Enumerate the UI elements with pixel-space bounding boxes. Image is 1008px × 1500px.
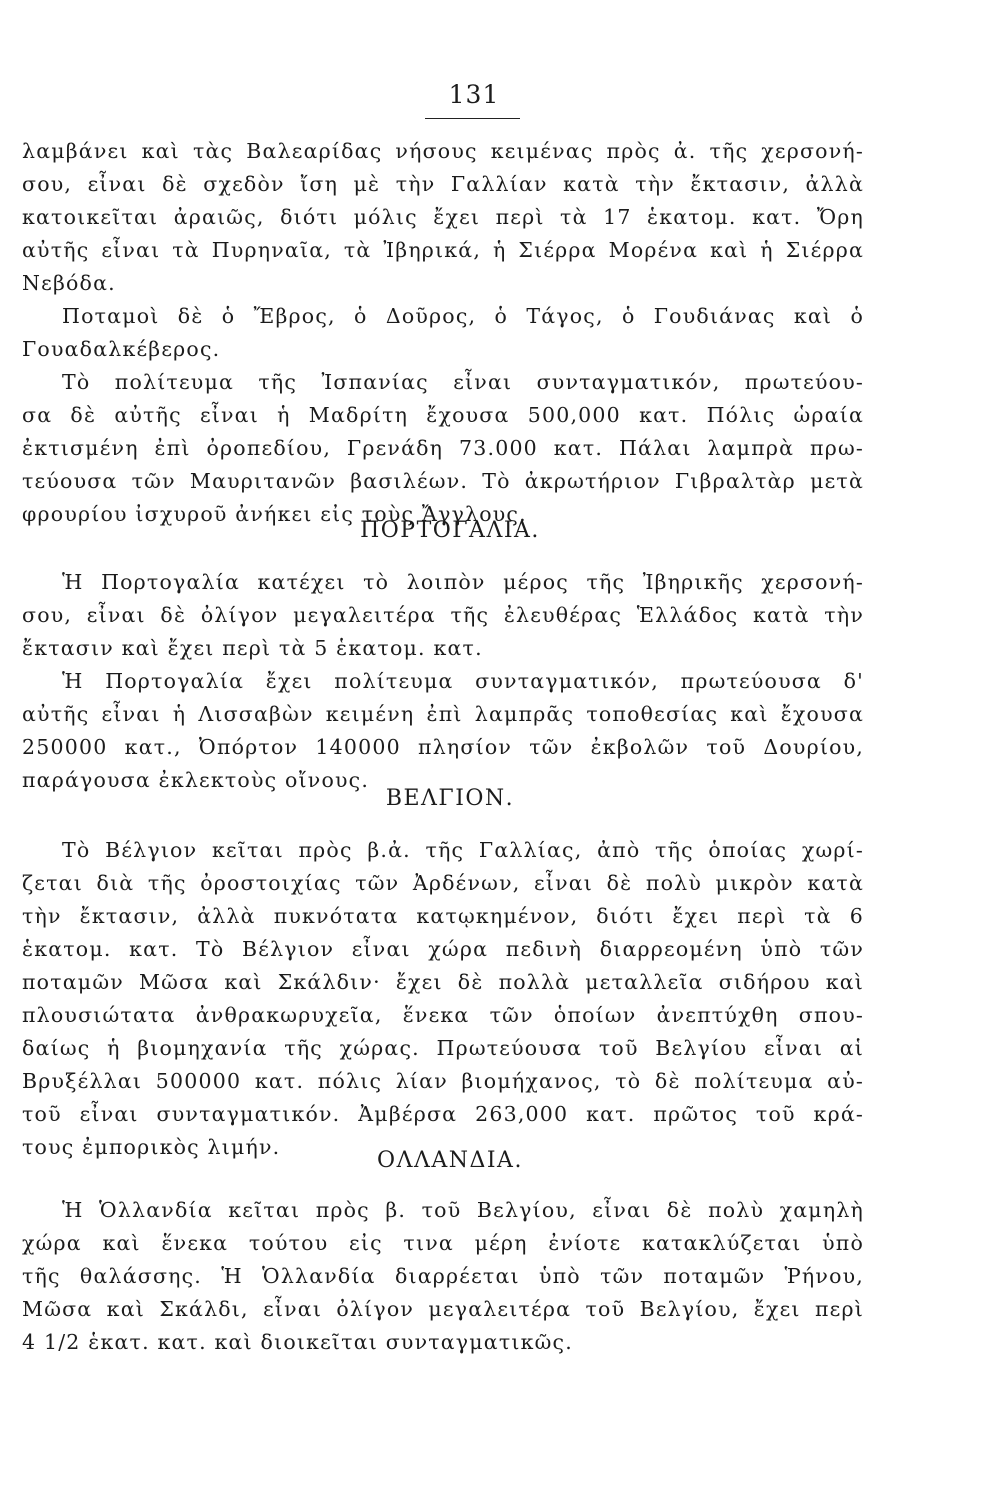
text-line: τῆς θαλάσσης. Ἡ Ὁλλανδία διαρρέεται ὑπὸ τῶν ποταμῶν Ῥήνου,: [22, 1264, 864, 1288]
text-line: φρουρίου ἰσχυροῦ ἀνήκει εἰς τοὺς Ἄγγλους.: [22, 502, 527, 526]
text-line: Νεβόδα.: [22, 271, 116, 295]
text-line: δαίως ἡ βιομηχανία τῆς χώρας. Πρωτεύουσα τοῦ Βελγίου εἶναι αἱ: [22, 1036, 864, 1060]
text-line: χώρα καὶ ἕνεκα τούτου εἰς τινα μέρη ἐνίοτε κατακλύζεται ὑπὸ: [22, 1231, 864, 1255]
text-line: πλουσιώτατα ἀνθρακωρυχεῖα, ἕνεκα τῶν ὁποίων ἀνεπτύχθη σπου-: [22, 1003, 864, 1027]
text-line: Γουαδαλκέβερος.: [22, 337, 221, 361]
portugal-section: [22, 566, 864, 797]
section-heading-portugal: ΠΟΡΤΟΓΑΛΙΑ.: [360, 518, 540, 543]
section-heading-belgium: ΒΕΛΓΙΟΝ.: [385, 786, 515, 811]
text-line: Ἡ Πορτογαλία κατέχει τὸ λοιπὸν μέρος τῆς Ἰβηρικῆς χερσονή-: [62, 570, 864, 594]
section-heading-netherlands: ΟΛΛΑΝΔΙΑ.: [377, 1148, 523, 1173]
text-line: 250000 κατ., Ὀπόρτον 140000 πλησίον τῶν ἐκβολῶν τοῦ Δουρίου,: [22, 735, 864, 759]
text-line: ἑκατομ. κατ. Τὸ Βέλγιον εἶναι χώρα πεδινὴ διαρρεομένη ὑπὸ τῶν: [22, 937, 864, 961]
text-line: αὐτῆς εἶναι ἡ Λισσαβὼν κειμένη ἐπὶ λαμπρᾶς τοποθεσίας καὶ ἔχουσα: [22, 702, 864, 726]
text-line: Μῶσα καὶ Σκάλδι, εἶναι ὀλίγον μεγαλειτέρα τοῦ Βελγίου, ἔχει περὶ: [22, 1297, 864, 1321]
text-line: λαμβάνει καὶ τὰς Βαλεαρίδας νήσους κειμένας πρὸς ἀ. τῆς χερσονή-: [22, 139, 864, 163]
text-line: ζεται διὰ τῆς ὀροστοιχίας τῶν Ἀρδένων, εἶναι δὲ πολὺ μικρὸν κατὰ: [22, 871, 864, 895]
text-line: Τὸ Βέλγιον κεῖται πρὸς β.ἀ. τῆς Γαλλίας, ἀπὸ τῆς ὁποίας χωρί-: [62, 838, 864, 862]
text-line: αὐτῆς εἶναι τὰ Πυρηναῖα, τὰ Ἰβηρικά, ἡ Σιέρρα Μορένα καὶ ἡ Σιέρρα: [22, 238, 864, 262]
spain-section: [22, 135, 864, 531]
text-line: Τὸ πολίτευμα τῆς Ἰσπανίας εἶναι συνταγματικόν, πρωτεύου-: [62, 370, 864, 394]
belgium-section: [22, 834, 864, 1164]
text-line: Ἡ Πορτογαλία ἔχει πολίτευμα συνταγματικόν, πρωτεύουσα δ': [62, 669, 864, 693]
text-line: ποταμῶν Μῶσα καὶ Σκάλδιν· ἔχει δὲ πολλὰ μεταλλεῖα σιδήρου καὶ: [22, 970, 864, 994]
text-line: 4 1/2 ἑκατ. κατ. καὶ διοικεῖται συνταγματικῶς.: [22, 1330, 573, 1354]
text-line: τους ἐμπορικὸς λιμήν.: [22, 1135, 281, 1159]
text-line: ἐκτισμένη ἐπὶ ὀροπεδίου, Γρενάδη 73.000 κατ. Πάλαι λαμπρὰ πρω-: [22, 436, 864, 460]
text-line: σου, εἶναι δὲ σχεδὸν ἴση μὲ τὴν Γαλλίαν κατὰ τὴν ἔκτασιν, ἀλλὰ: [22, 172, 864, 196]
text-line: Ποταμοὶ δὲ ὁ Ἔβρος, ὁ Δοῦρος, ὁ Τάγος, ὁ Γουδιάνας καὶ ὁ: [62, 304, 864, 328]
text-line: τεύουσα τῶν Μαυριτανῶν βασιλέων. Τὸ ἀκρωτήριον Γιβραλτὰρ μετὰ: [22, 469, 864, 493]
text-line: Βρυξέλλαι 500000 κατ. πόλις λίαν βιομήχανος, τὸ δὲ πολίτευμα αὐ-: [22, 1069, 864, 1093]
text-line: σου, εἶναι δὲ ὀλίγον μεγαλειτέρα τῆς ἐλευθέρας Ἑλλάδος κατὰ τὴν: [22, 603, 864, 627]
text-line: Ἡ Ὁλλανδία κεῖται πρὸς β. τοῦ Βελγίου, εἶναι δὲ πολὺ χαμηλὴ: [62, 1198, 864, 1222]
text-line: τὴν ἔκτασιν, ἀλλὰ πυκνότατα κατῳκημένον, διότι ἔχει περὶ τὰ 6: [22, 904, 864, 928]
text-line: παράγουσα ἐκλεκτοὺς οἴνους.: [22, 768, 370, 792]
text-line: σα δὲ αὐτῆς εἶναι ἡ Μαδρίτη ἔχουσα 500,000 κατ. Πόλις ὡραία: [22, 403, 864, 427]
page-number-rule: [425, 118, 520, 119]
text-line: κατοικεῖται ἀραιῶς, διότι μόλις ἔχει περὶ τὰ 17 ἑκατομ. κατ. Ὄρη: [22, 205, 864, 229]
netherlands-section: [22, 1194, 864, 1359]
page-number: 131: [448, 80, 500, 109]
text-line: τοῦ εἶναι συνταγματικόν. Ἀμβέρσα 263,000 κατ. πρῶτος τοῦ κρά-: [22, 1102, 864, 1126]
text-line: ἔκτασιν καὶ ἔχει περὶ τὰ 5 ἑκατομ. κατ.: [22, 636, 483, 660]
